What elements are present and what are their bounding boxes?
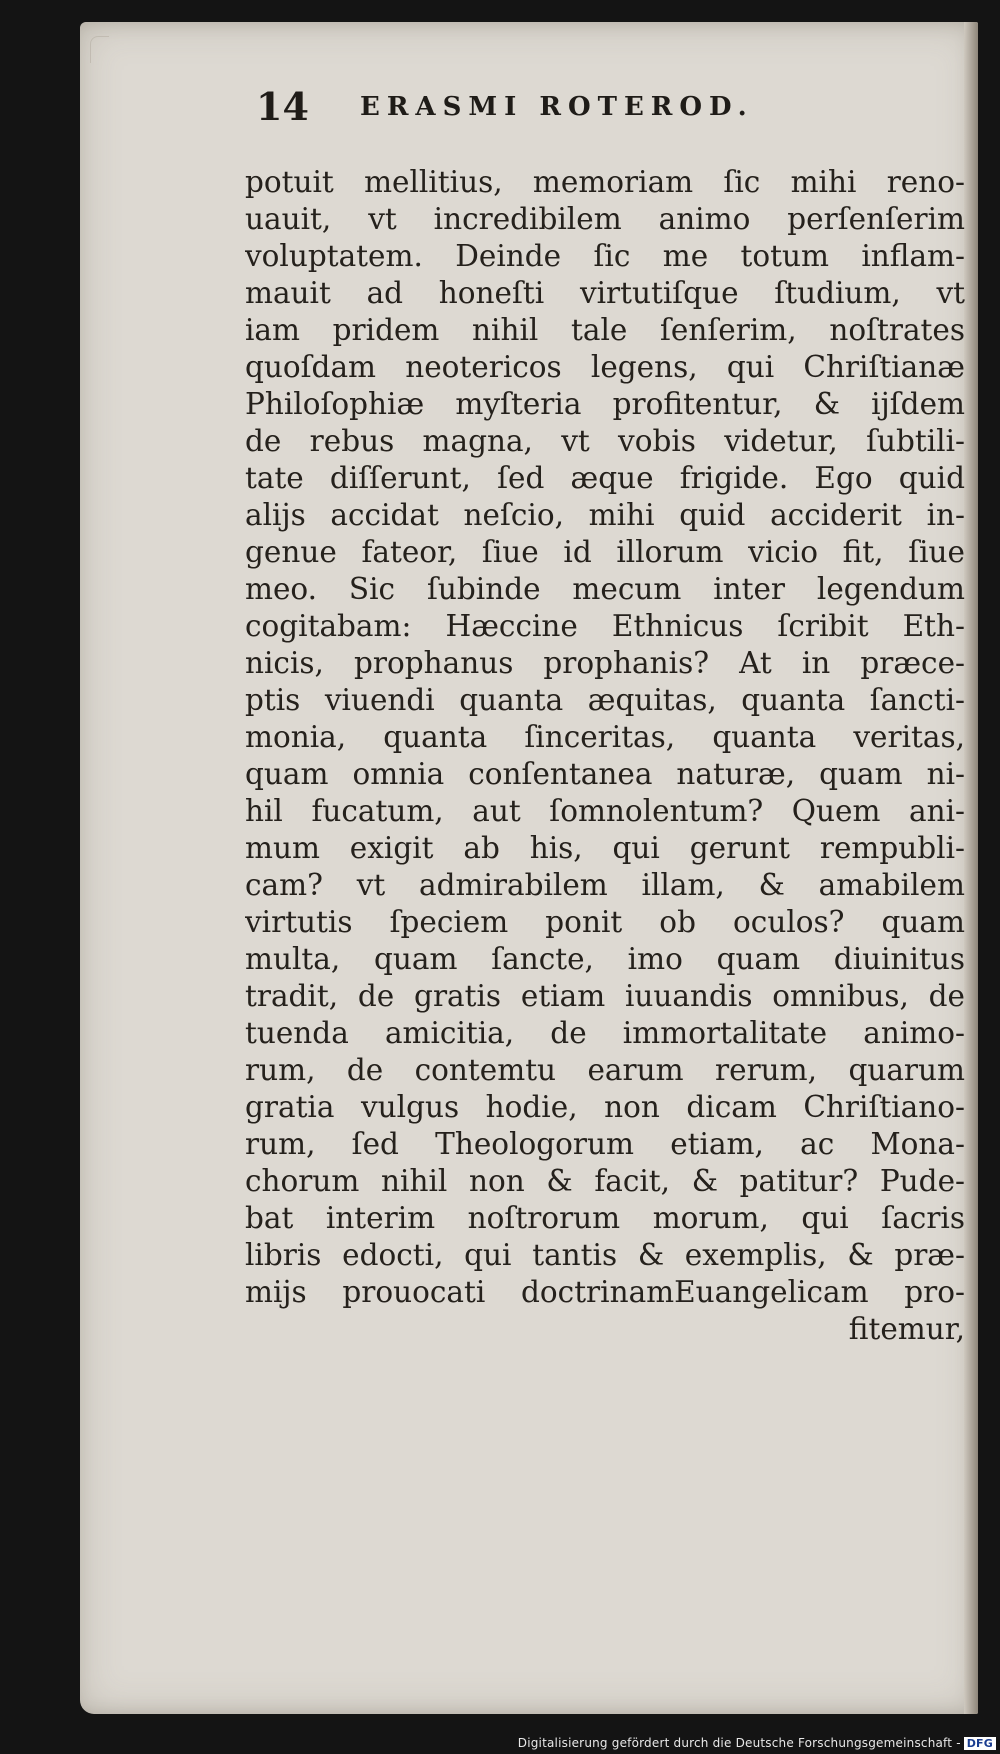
text-line: rum, de contemtu earum rerum, quarum [245,1053,965,1087]
text-line: ptis viuendi quanta æquitas, quanta ſancti- [245,683,965,717]
text-line: tradit, de gratis etiam iuuandis omnibus, de [245,979,965,1013]
text-line: libris edocti, qui tantis & exemplis, & præ- [245,1238,965,1272]
text-line: genue fateor, ſiue id illorum vicio fit, ſiue [245,535,965,569]
text-line: alijs accidat neſcio, mihi quid acciderit in- [245,498,965,532]
running-head: ERASMI ROTEROD. [360,92,754,122]
dfg-logo: DFG [964,1737,996,1750]
text-line: multa, quam ſancte, imo quam diuinitus [245,942,965,976]
digitization-credit [518,1736,996,1750]
text-line: chorum nihil non & facit, & patitur? Pude- [245,1164,965,1198]
text-line: tuenda amicitia, de immortalitate animo- [245,1016,965,1050]
text-line: iam pridem nihil tale ſenſerim, noſtrates [245,313,965,347]
text-line: virtutis ſpeciem ponit ob oculos? quam [245,905,965,939]
page-header [250,84,950,140]
text-line: hil fucatum, aut ſomnolentum? Quem ani- [245,794,965,828]
catchword-line: fitemur, [848,1312,965,1346]
text-line: nicis, prophanus prophanis? At in præce- [245,646,965,680]
page-corner-fold [90,36,109,63]
text-line: quam omnia conſentanea naturæ, quam ni- [245,757,965,791]
text-line: mum exigit ab his, qui gerunt rempubli- [245,831,965,865]
text-line: tate diſſerunt, ſed æque frigide. Ego quid [245,461,965,495]
text-line: rum, ſed Theologorum etiam, ac Mona- [245,1127,965,1161]
page-edge-shadow [964,22,978,1714]
text-line: mauit ad honeſti virtutiſque ſtudium, vt [245,276,965,310]
text-line: cogitabam: Hæccine Ethnicus ſcribit Eth- [245,609,965,643]
text-line: de rebus magna, vt vobis videtur, ſubtili- [245,424,965,458]
text-line: Philoſophiæ myſteria profitentur, & ijſdem [245,387,965,421]
text-line: bat interim noſtrorum morum, qui ſacris [245,1201,965,1235]
text-line: mijs prouocati doctrinamEuangelicam pro- [245,1275,965,1309]
page-number: 14 [256,84,309,129]
text-line: monia, quanta ſinceritas, quanta veritas, [245,720,965,754]
text-line: quoſdam neotericos legens, qui Chriſtianæ [245,350,965,384]
text-line: uauit, vt incredibilem animo perſenſerim [245,202,965,236]
text-line: potuit mellitius, memoriam ſic mihi reno- [245,165,965,199]
text-line: meo. Sic ſubinde mecum inter legendum [245,572,965,606]
text-line: voluptatem. Deinde ſic me totum inflam- [245,239,965,273]
text-line: gratia vulgus hodie, non dicam Chriſtiano- [245,1090,965,1124]
credit-text: Digitalisierung gefördert durch die Deutsche Forschungsgemeinschaft - [517,1736,961,1750]
body-text [245,164,965,1348]
book-page [80,22,978,1714]
text-line: cam? vt admirabilem illam, & amabilem [245,868,965,902]
